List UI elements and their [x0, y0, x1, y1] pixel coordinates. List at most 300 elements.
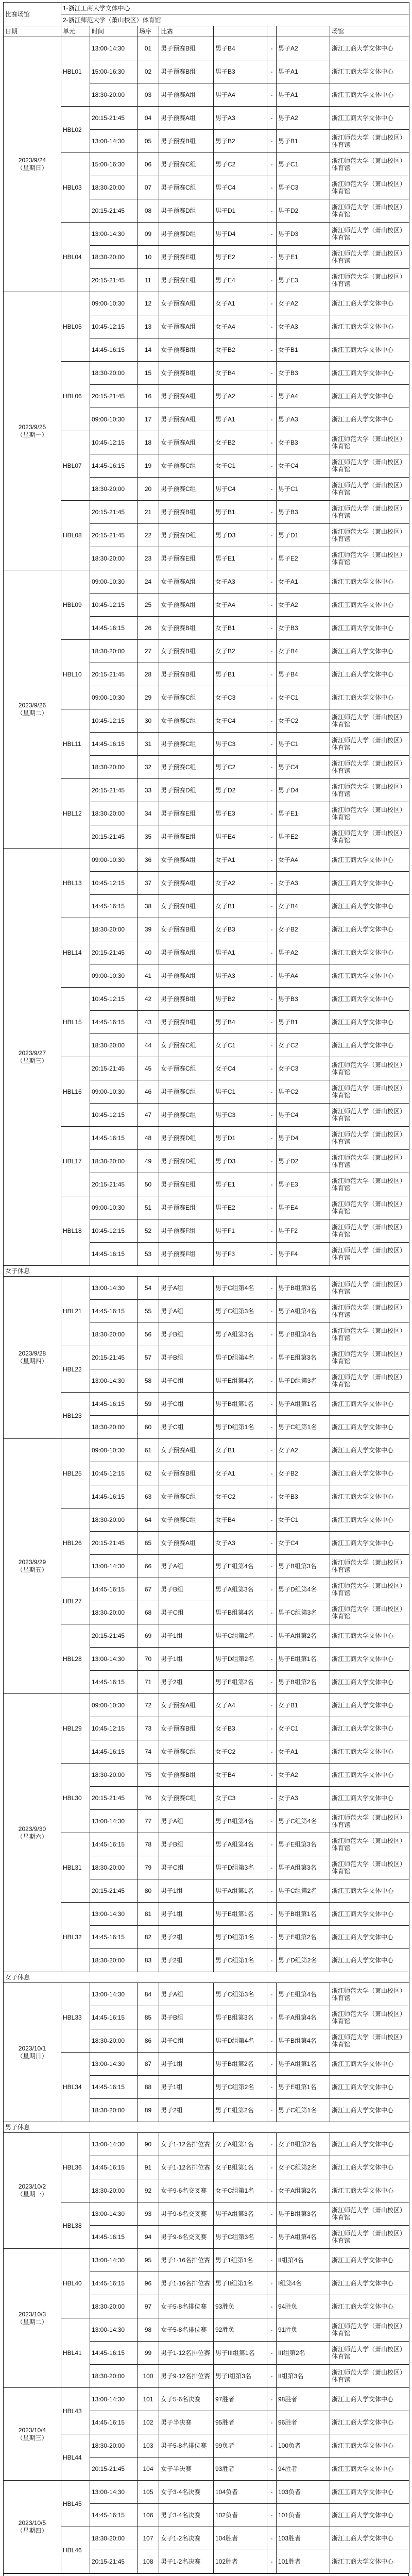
team-b-cell: 男子D1: [277, 524, 330, 547]
header-event: 比赛: [159, 26, 214, 37]
seq-cell: 49: [138, 1150, 159, 1173]
vs-cell: -: [267, 1011, 277, 1034]
vs-cell: -: [267, 1509, 277, 1532]
team-b-cell: 男子C组第1名: [277, 2099, 330, 2122]
team-a-cell: 女子C2: [214, 1485, 267, 1509]
venue-cell: 浙江工商大学文体中心: [330, 292, 409, 315]
venue-cell: 浙江工商大学文体中心: [330, 2156, 409, 2179]
team-b-cell: 98胜者: [277, 2388, 330, 2411]
vs-cell: -: [267, 640, 277, 663]
team-a-cell: 男子C2: [214, 756, 267, 779]
seq-cell: 01: [138, 37, 159, 60]
time-cell: 10:45-12:15: [90, 1717, 138, 1740]
unit-cell: HBL40: [61, 2249, 90, 2318]
time-cell: 20:15-21:45: [90, 1346, 138, 1369]
vs-cell: -: [267, 663, 277, 686]
date-line: 2023/10/5: [18, 2519, 46, 2527]
date-line: 2023/9/29: [18, 1558, 46, 1566]
seq-cell: 35: [138, 825, 159, 849]
unit-cell: HBL45: [61, 2481, 90, 2527]
time-cell: 13:00-14:30: [90, 1648, 138, 1671]
time-cell: 14:45-16:15: [90, 2006, 138, 2029]
team-b-cell: 男子B4: [277, 663, 330, 686]
header-venue: 场馆: [330, 26, 409, 37]
team-b-cell: 男子A1: [277, 83, 330, 107]
team-a-cell: 男子D组第1名: [214, 1416, 267, 1439]
vs-cell: -: [267, 1949, 277, 1972]
seq-cell: 93: [138, 2202, 159, 2226]
team-b-cell: 男子B1: [277, 130, 330, 153]
vs-cell: -: [267, 2202, 277, 2226]
seq-cell: 27: [138, 640, 159, 663]
venue-cell: 浙江工商大学文体中心: [330, 1926, 409, 1949]
vs-cell: -: [267, 478, 277, 501]
vs-cell: -: [267, 2388, 277, 2411]
team-a-cell: 女子A2: [214, 872, 267, 895]
time-cell: 18:30-20:00: [90, 2179, 138, 2202]
time-cell: 09:00-10:30: [90, 1694, 138, 1717]
time-cell: 18:30-20:00: [90, 246, 138, 269]
venue-cell: 浙江师范大学（萧山校区）体育馆: [330, 756, 409, 779]
team-b-cell: 男子D4: [277, 1127, 330, 1150]
event-cell: 女子预赛B组: [159, 362, 214, 385]
event-cell: 男子预赛D组: [159, 199, 214, 223]
venue-cell: 浙江工商大学文体中心: [330, 594, 409, 617]
table-row: [4, 1764, 409, 1787]
team-a-cell: 男子E2: [214, 1196, 267, 1219]
time-cell: 14:45-16:15: [90, 2272, 138, 2295]
team-a-cell: 女子A1: [214, 849, 267, 872]
date-line: 2023/10/3: [18, 2310, 46, 2318]
venue-cell: 浙江工商大学文体中心: [330, 37, 409, 60]
vs-cell: -: [267, 1346, 277, 1369]
vs-cell: -: [267, 1439, 277, 1462]
team-b-cell: 男子A2: [277, 107, 330, 130]
time-cell: 14:45-16:15: [90, 338, 138, 362]
date-line: 2023/10/4: [18, 2426, 46, 2434]
seq-cell: 70: [138, 1648, 159, 1671]
team-a-cell: 女子B4: [214, 362, 267, 385]
seq-cell: 16: [138, 385, 159, 408]
vs-cell: -: [267, 2053, 277, 2076]
venue-cell: 浙江工商大学文体中心: [330, 872, 409, 895]
team-b-cell: 女子B3: [277, 362, 330, 385]
team-b-cell: 男子E组第2名: [277, 1926, 330, 1949]
venue-cell: 浙江工商大学文体中心: [330, 1903, 409, 1926]
unit-cell: HBL34: [61, 2053, 90, 2122]
event-cell: 男子9-6名交叉赛: [159, 2202, 214, 2226]
seq-cell: 86: [138, 2029, 159, 2053]
table-row: [4, 1346, 409, 1369]
event-cell: 男子A组: [159, 1810, 214, 1833]
team-a-cell: 男子II组第1名: [214, 2272, 267, 2295]
vs-cell: -: [267, 1150, 277, 1173]
time-cell: 18:30-20:00: [90, 2365, 138, 2388]
table-row: [4, 640, 409, 663]
unit-cell: HBL41: [61, 2318, 90, 2388]
header-vs: [267, 26, 277, 37]
team-a-cell: 男子E组第2名: [214, 1671, 267, 1694]
venue-cell: 浙江工商大学文体中心: [330, 1717, 409, 1740]
event-cell: 男子预赛A组: [159, 385, 214, 408]
team-a-cell: 男子B2: [214, 130, 267, 153]
team-b-cell: 男子D组第3名: [277, 1369, 330, 1393]
table-row: [4, 223, 409, 246]
venue-cell: 浙江师范大学（萧山校区）体育馆: [330, 1057, 409, 1080]
venue-cell: 浙江工商大学文体中心: [330, 408, 409, 431]
seq-cell: 80: [138, 1879, 159, 1903]
team-b-cell: 男子E1: [277, 246, 330, 269]
event-cell: 男子预赛C组: [159, 1080, 214, 1104]
venue-cell: 浙江工商大学文体中心: [330, 315, 409, 338]
team-a-cell: 女子C3: [214, 686, 267, 709]
event-cell: 男子1组: [159, 2076, 214, 2099]
seq-cell: 02: [138, 60, 159, 83]
event-cell: 男子预赛E组: [159, 269, 214, 292]
unit-cell: HBL30: [61, 1764, 90, 1833]
team-b-cell: 男子A4: [277, 964, 330, 988]
seq-cell: 107: [138, 2527, 159, 2550]
team-a-cell: 男子1组第1名: [214, 2249, 267, 2272]
team-a-cell: 女子B2: [214, 338, 267, 362]
vs-cell: -: [267, 2342, 277, 2365]
event-cell: 男子B组: [159, 1346, 214, 1369]
vs-cell: -: [267, 2179, 277, 2202]
team-b-cell: 91胜负: [277, 2318, 330, 2342]
event-cell: 男子A组: [159, 1277, 214, 1300]
event-cell: 女子预赛C组: [159, 709, 214, 733]
vs-cell: -: [267, 1926, 277, 1949]
team-a-cell: 男子A1: [214, 941, 267, 964]
time-cell: 13:00-14:30: [90, 2318, 138, 2342]
venue-cell: 浙江工商大学文体中心: [330, 2481, 409, 2504]
time-cell: 18:30-20:00: [90, 2029, 138, 2053]
event-cell: 男子预赛B组: [159, 501, 214, 524]
team-a-cell: 男子A组第4名: [214, 1833, 267, 1856]
seq-cell: 37: [138, 872, 159, 895]
event-cell: 女子预赛B组: [159, 338, 214, 362]
team-b-cell: 男子C2: [277, 1080, 330, 1104]
date-cell: [4, 570, 61, 849]
team-a-cell: 102胜者: [214, 2550, 267, 2573]
venue-cell: 浙江工商大学文体中心: [330, 2388, 409, 2411]
seq-cell: 81: [138, 1903, 159, 1926]
team-b-cell: 男子B3: [277, 501, 330, 524]
team-b-cell: 女子C4: [277, 1532, 330, 1555]
date-cell: [4, 1439, 61, 1694]
team-b-cell: 男子C4: [277, 756, 330, 779]
time-cell: 20:15-21:45: [90, 663, 138, 686]
venue-cell: 浙江工商大学文体中心: [330, 1879, 409, 1903]
team-b-cell: 男子A1: [277, 60, 330, 83]
venue-cell: 浙江工商大学文体中心: [330, 2295, 409, 2318]
table-row: [4, 2249, 409, 2272]
seq-cell: 77: [138, 1810, 159, 1833]
venue-cell: 浙江师范大学（萧山校区）体育馆: [330, 130, 409, 153]
team-a-cell: 女子B1: [214, 895, 267, 918]
venue-cell: 浙江工商大学文体中心: [330, 1462, 409, 1485]
vs-cell: -: [267, 756, 277, 779]
table-row: [4, 1509, 409, 1532]
team-a-cell: 男子C4: [214, 176, 267, 199]
team-b-cell: 103负者: [277, 2481, 330, 2504]
event-cell: 男子预赛B组: [159, 60, 214, 83]
seq-cell: 39: [138, 918, 159, 941]
seq-cell: 34: [138, 802, 159, 825]
time-cell: 20:15-21:45: [90, 385, 138, 408]
table-row: [4, 37, 409, 60]
date-line: （星期二）: [16, 709, 48, 717]
footnote-row: [4, 2574, 409, 2576]
team-b-cell: 女子A2: [277, 1439, 330, 1462]
date-cell: [4, 2388, 61, 2481]
time-cell: 14:45-16:15: [90, 1740, 138, 1764]
time-cell: 20:15-21:45: [90, 199, 138, 223]
venue-cell: 浙江师范大学（萧山校区）体育馆: [330, 2342, 409, 2365]
time-cell: 18:30-20:00: [90, 2434, 138, 2458]
vs-cell: -: [267, 385, 277, 408]
vs-cell: -: [267, 1485, 277, 1509]
time-cell: 18:30-20:00: [90, 802, 138, 825]
event-cell: 男子预赛A组: [159, 408, 214, 431]
event-cell: 男子A组: [159, 1983, 214, 2006]
time-cell: 13:00-14:30: [90, 2481, 138, 2504]
time-cell: 10:45-12:15: [90, 1462, 138, 1485]
unit-cell: HBL12: [61, 779, 90, 849]
time-cell: 14:45-16:15: [90, 2226, 138, 2249]
venue-cell: 浙江师范大学（萧山校区）体育馆: [330, 1833, 409, 1856]
vs-cell: -: [267, 2249, 277, 2272]
team-b-cell: 100负者: [277, 2434, 330, 2458]
time-cell: 09:00-10:30: [90, 1439, 138, 1462]
time-cell: 13:00-14:30: [90, 2202, 138, 2226]
table-row: [4, 2133, 409, 2156]
seq-cell: 06: [138, 153, 159, 176]
seq-cell: 47: [138, 1104, 159, 1127]
team-a-cell: 男子E1: [214, 1173, 267, 1196]
team-b-cell: 男子E组第3名: [277, 1833, 330, 1856]
seq-cell: 48: [138, 1127, 159, 1150]
venue-cell: 浙江师范大学（萧山校区）体育馆: [330, 1578, 409, 1601]
team-b-cell: 女子B1: [277, 1694, 330, 1717]
date-line: （星期三）: [16, 2434, 48, 2442]
team-b-cell: 女子A1: [277, 570, 330, 594]
team-a-cell: 男子A组第3名: [214, 1578, 267, 1601]
time-cell: 18:30-20:00: [90, 1416, 138, 1439]
vs-cell: -: [267, 1624, 277, 1648]
vs-cell: -: [267, 1127, 277, 1150]
team-a-cell: 男子D组第2名: [214, 1648, 267, 1671]
team-b-cell: 女子B4: [277, 895, 330, 918]
event-cell: 女子预赛B组: [159, 918, 214, 941]
team-a-cell: 男子E组第1名: [214, 1903, 267, 1926]
team-a-cell: 女子B2: [214, 640, 267, 663]
time-cell: 09:00-10:30: [90, 292, 138, 315]
vs-cell: -: [267, 60, 277, 83]
vs-cell: -: [267, 408, 277, 431]
vs-cell: -: [267, 1879, 277, 1903]
team-a-cell: 92胜负: [214, 2318, 267, 2342]
unit-cell: HBL22: [61, 1346, 90, 1393]
vs-cell: -: [267, 2504, 277, 2527]
venue-cell: 浙江工商大学文体中心: [330, 83, 409, 107]
vs-cell: -: [267, 1694, 277, 1717]
team-a-cell: 男子B组第2名: [214, 2053, 267, 2076]
event-cell: 男子预赛C组: [159, 176, 214, 199]
venue-cell: 浙江工商大学文体中心: [330, 1949, 409, 1972]
section-label: 女子休息: [4, 1972, 409, 1983]
venue-cell: 浙江师范大学（萧山校区）体育馆: [330, 1983, 409, 2006]
date-cell: [4, 1277, 61, 1439]
team-a-cell: 男子D2: [214, 779, 267, 802]
vs-cell: -: [267, 1393, 277, 1416]
header-time: 时间: [90, 26, 138, 37]
team-a-cell: 男子D组第1名: [214, 1926, 267, 1949]
team-a-cell: 男子C4: [214, 478, 267, 501]
seq-cell: 21: [138, 501, 159, 524]
vs-cell: -: [267, 1173, 277, 1196]
team-a-cell: 男子D4: [214, 223, 267, 246]
team-b-cell: 女子C1: [277, 1509, 330, 1532]
vs-cell: -: [267, 176, 277, 199]
seq-cell: 102: [138, 2411, 159, 2434]
team-b-cell: II组第4名: [277, 2249, 330, 2272]
seq-cell: 101: [138, 2388, 159, 2411]
vs-cell: -: [267, 872, 277, 895]
vs-cell: -: [267, 1300, 277, 1323]
seq-cell: 28: [138, 663, 159, 686]
event-cell: 男子C组: [159, 1856, 214, 1879]
event-cell: 男子预赛A组: [159, 964, 214, 988]
event-cell: 男子C组: [159, 1601, 214, 1624]
seq-cell: 24: [138, 570, 159, 594]
unit-cell: HBL13: [61, 849, 90, 918]
seq-cell: 91: [138, 2156, 159, 2179]
seq-cell: 51: [138, 1196, 159, 1219]
vs-cell: -: [267, 246, 277, 269]
team-a-cell: 男子C组第3名: [214, 2226, 267, 2249]
vs-cell: -: [267, 964, 277, 988]
event-cell: 男子B组: [159, 1833, 214, 1856]
seq-cell: 82: [138, 1926, 159, 1949]
time-cell: 18:30-20:00: [90, 1323, 138, 1346]
seq-cell: 87: [138, 2053, 159, 2076]
table-row: [4, 1393, 409, 1416]
team-a-cell: 99负者: [214, 2434, 267, 2458]
time-cell: 20:15-21:45: [90, 1173, 138, 1196]
venue-cell: 浙江工商大学文体中心: [330, 2133, 409, 2156]
seq-cell: 03: [138, 83, 159, 107]
team-a-cell: 男子A组第1名: [214, 1879, 267, 1903]
vs-cell: -: [267, 2318, 277, 2342]
time-cell: 18:30-20:00: [90, 918, 138, 941]
venue-cell: 浙江工商大学文体中心: [330, 1740, 409, 1764]
seq-cell: 89: [138, 2099, 159, 2122]
event-cell: 女子预赛B组: [159, 1462, 214, 1485]
event-cell: 男子1-12名排位赛: [159, 2342, 214, 2365]
seq-cell: 105: [138, 2481, 159, 2504]
time-cell: 10:45-12:15: [90, 1219, 138, 1243]
team-a-cell: 93胜者: [214, 2458, 267, 2481]
event-cell: 男子2组: [159, 1926, 214, 1949]
time-cell: 18:30-20:00: [90, 478, 138, 501]
seq-cell: 74: [138, 1740, 159, 1764]
seq-cell: 50: [138, 1173, 159, 1196]
event-cell: 男子1组: [159, 1879, 214, 1903]
date-line: （星期日）: [16, 2052, 48, 2060]
seq-cell: 84: [138, 1983, 159, 2006]
team-b-cell: 男子A组第1名: [277, 2053, 330, 2076]
seq-cell: 09: [138, 223, 159, 246]
seq-cell: 05: [138, 130, 159, 153]
event-cell: 女子1-12名排位赛: [159, 2156, 214, 2179]
table-row: [4, 153, 409, 176]
schedule-sheet: [3, 2, 409, 2576]
date-line: 2023/10/2: [18, 2183, 46, 2190]
team-b-cell: 男子A组第4名: [277, 2006, 330, 2029]
vs-cell: -: [267, 1462, 277, 1485]
seq-cell: 23: [138, 547, 159, 570]
venue-cell: 浙江工商大学文体中心: [330, 1764, 409, 1787]
venue-cell: 浙江师范大学（萧山校区）体育馆: [330, 2226, 409, 2249]
unit-cell: HBL09: [61, 570, 90, 640]
table-row: [4, 988, 409, 1011]
venue-cell: 浙江工商大学文体中心: [330, 2053, 409, 2076]
vs-cell: -: [267, 2527, 277, 2550]
header-unit: 单元: [61, 26, 90, 37]
team-a-cell: 女子C1: [214, 1034, 267, 1057]
time-cell: 18:30-20:00: [90, 1150, 138, 1173]
vs-cell: -: [267, 1555, 277, 1578]
event-cell: 女子预赛C组: [159, 1740, 214, 1764]
time-cell: 13:00-14:30: [90, 1369, 138, 1393]
team-b-cell: II组第3名: [277, 2365, 330, 2388]
time-cell: 14:45-16:15: [90, 1243, 138, 1266]
time-cell: 15:00-16:30: [90, 60, 138, 83]
time-cell: 13:00-14:30: [90, 1983, 138, 2006]
unit-cell: HBL23: [61, 1393, 90, 1439]
team-a-cell: 男子C3: [214, 1104, 267, 1127]
footnote: [4, 2574, 409, 2576]
team-b-cell: 男子C组第2名: [277, 1879, 330, 1903]
venue-cell: 浙江师范大学（萧山校区）体育馆: [330, 153, 409, 176]
vs-cell: -: [267, 988, 277, 1011]
time-cell: 14:45-16:15: [90, 2076, 138, 2099]
seq-cell: 78: [138, 1833, 159, 1856]
time-cell: 13:00-14:30: [90, 1903, 138, 1926]
seq-cell: 106: [138, 2504, 159, 2527]
venue-cell: 浙江工商大学文体中心: [330, 2411, 409, 2434]
table-row: [4, 1983, 409, 2006]
team-b-cell: 女子B组第2名: [277, 2133, 330, 2156]
seq-cell: 30: [138, 709, 159, 733]
venue-cell: 浙江工商大学文体中心: [330, 964, 409, 988]
time-cell: 13:00-14:30: [90, 1277, 138, 1300]
team-a-cell: 男子B3: [214, 60, 267, 83]
team-b-cell: 男子B组第3名: [277, 1555, 330, 1578]
team-a-cell: 104胜者: [214, 2527, 267, 2550]
team-a-cell: 男子E组第4名: [214, 1555, 267, 1578]
team-a-cell: 男子C组第3名: [214, 1300, 267, 1323]
team-a-cell: 男子C2: [214, 153, 267, 176]
time-cell: 13:00-14:30: [90, 1555, 138, 1578]
vs-cell: -: [267, 2029, 277, 2053]
venue-cell: 浙江工商大学文体中心: [330, 2179, 409, 2202]
team-a-cell: 女子B1: [214, 617, 267, 640]
seq-cell: 62: [138, 1462, 159, 1485]
team-a-cell: 女子A4: [214, 315, 267, 338]
venue-cell: 浙江工商大学文体中心: [330, 2272, 409, 2295]
